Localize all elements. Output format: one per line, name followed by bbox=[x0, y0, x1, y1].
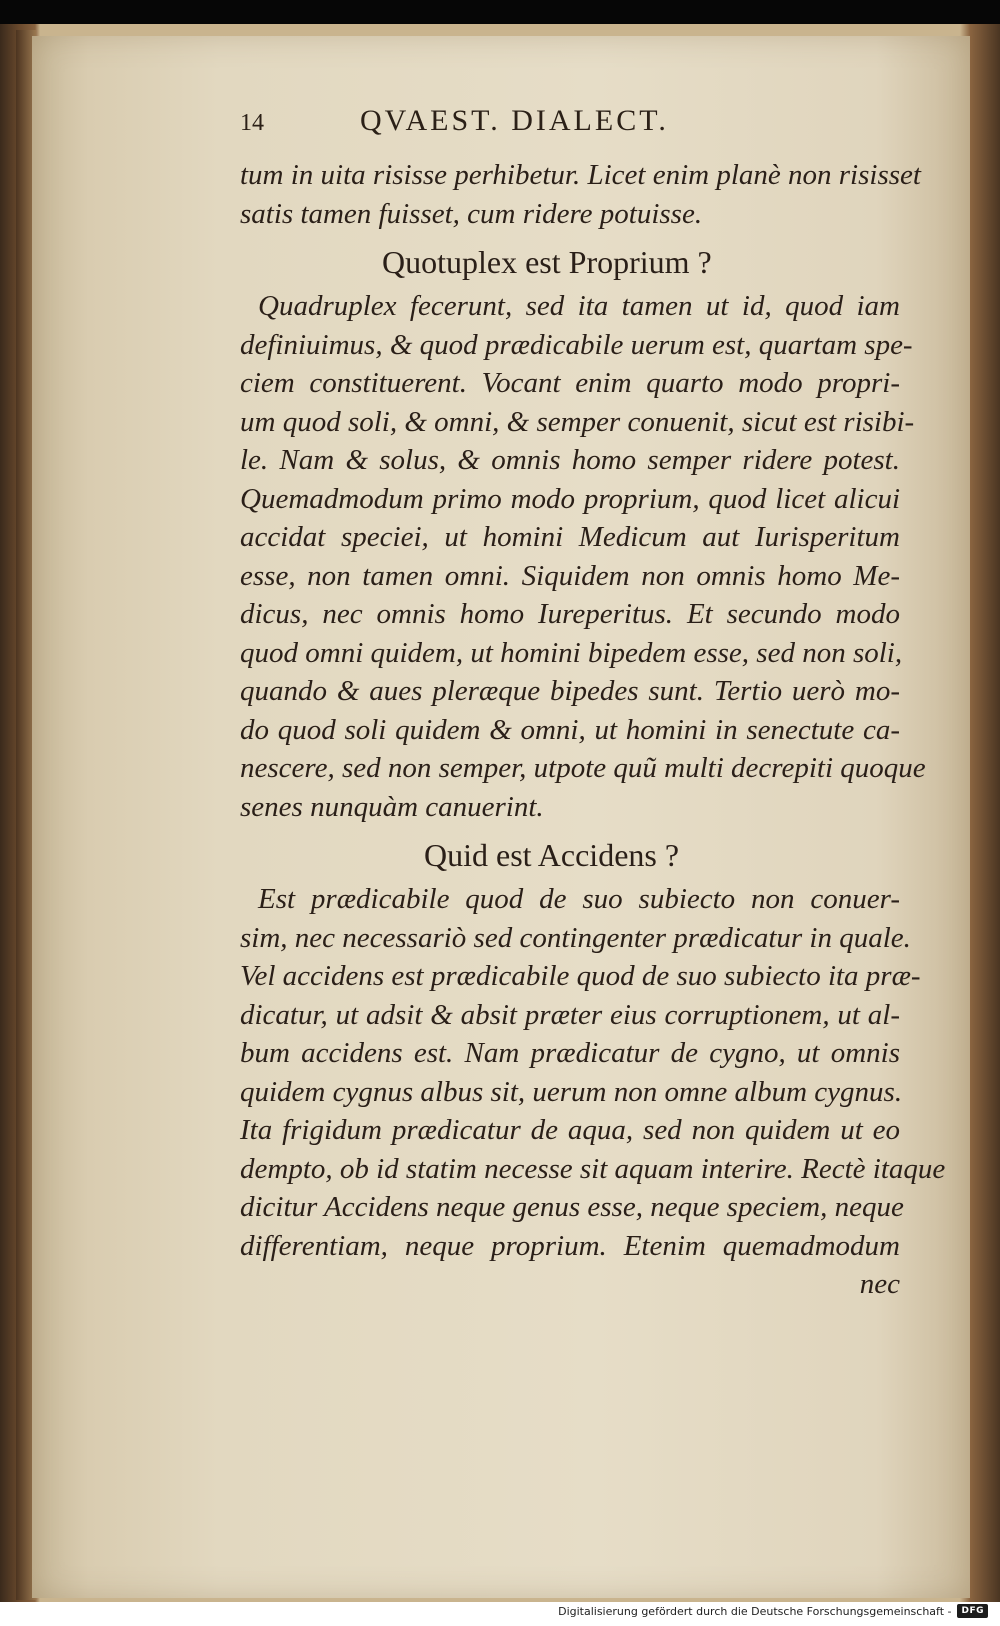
section-heading-proprium: Quotuplex est Proprium ? bbox=[382, 244, 712, 280]
text-line: Ita frigidum prædicatur de aqua, sed non quidem ut eo bbox=[240, 1114, 900, 1146]
text-line: senes nunquàm canuerint. bbox=[240, 790, 544, 823]
text-line: Vel accidens est prædicabile quod de suo subiecto ita præ- bbox=[240, 960, 921, 992]
text-line: sim, nec necessariò sed contingenter prædicatur in quale. bbox=[240, 921, 911, 954]
text-line: le. Nam & solus, & omnis homo semper ridere potest. bbox=[240, 444, 900, 476]
text-line: dicatur, ut adsit & absit præter eius corruptionem, ut al- bbox=[240, 998, 900, 1031]
text-line: satis tamen fuisset, cum ridere potuisse. bbox=[240, 197, 703, 230]
dfg-logo: DFG bbox=[957, 1604, 988, 1618]
text-line: definiuimus, & quod prædicabile uerum est, quartam spe- bbox=[240, 328, 913, 361]
page-number: 14 bbox=[240, 110, 264, 136]
text-line: Quadruplex fecerunt, sed ita tamen ut id, quod iam bbox=[258, 290, 900, 322]
footer-credit-text: Digitalisierung gefördert durch die Deutsche Forschungsgemeinschaft - bbox=[558, 1604, 952, 1618]
text-line: um quod soli, & omni, & semper conuenit, sicut est risibi- bbox=[240, 405, 915, 438]
text-line: dempto, ob id statim necesse sit aquam interire. Rectè itaque bbox=[240, 1152, 946, 1185]
text-line: dicus, nec omnis homo Iureperitus. Et secundo modo bbox=[240, 598, 900, 630]
text-line: nescere, sed non semper, utpote quũ multi decrepiti quoque bbox=[240, 752, 926, 784]
running-head-title: QVAEST. DIALECT. bbox=[360, 104, 669, 137]
text-line: ciem constituerent. Vocant enim quarto modo propri- bbox=[240, 367, 900, 399]
text-line: quando & aues pleræque bipedes sunt. Tertio uerò mo- bbox=[240, 675, 900, 707]
text-line: quod omni quidem, ut homini bipedem esse, sed non soli, bbox=[240, 636, 903, 669]
text-line: quidem cygnus albus sit, uerum non omne album cygnus. bbox=[240, 1075, 903, 1108]
top-black-bar bbox=[0, 0, 1000, 24]
running-head bbox=[240, 104, 900, 156]
digitization-footer bbox=[558, 1600, 988, 1622]
text-line: Quemadmodum primo modo proprium, quod licet alicui bbox=[240, 482, 900, 515]
section-heading-accidens: Quid est Accidens ? bbox=[424, 837, 680, 873]
page-text bbox=[240, 104, 946, 1304]
text-line: esse, non tamen omni. Siquidem non omnis homo Me- bbox=[240, 559, 900, 592]
text-line: dicitur Accidens neque genus esse, neque speciem, neque bbox=[240, 1191, 904, 1223]
text-line: differentiam, neque proprium. Etenim quemadmodum bbox=[240, 1229, 900, 1262]
text-line: tum in uita risisse perhibetur. Licet enim planè non risisset bbox=[240, 159, 921, 191]
catchword: nec bbox=[859, 1268, 900, 1300]
text-line: do quod soli quidem & omni, ut homini in senectute ca- bbox=[240, 713, 900, 746]
text-line: Est prædicabile quod de suo subiecto non conuer- bbox=[258, 883, 900, 915]
text-line: accidat speciei, ut homini Medicum aut Iurisperitum bbox=[240, 521, 900, 553]
text-line: bum accidens est. Nam prædicatur de cygno, ut omnis bbox=[240, 1037, 900, 1069]
